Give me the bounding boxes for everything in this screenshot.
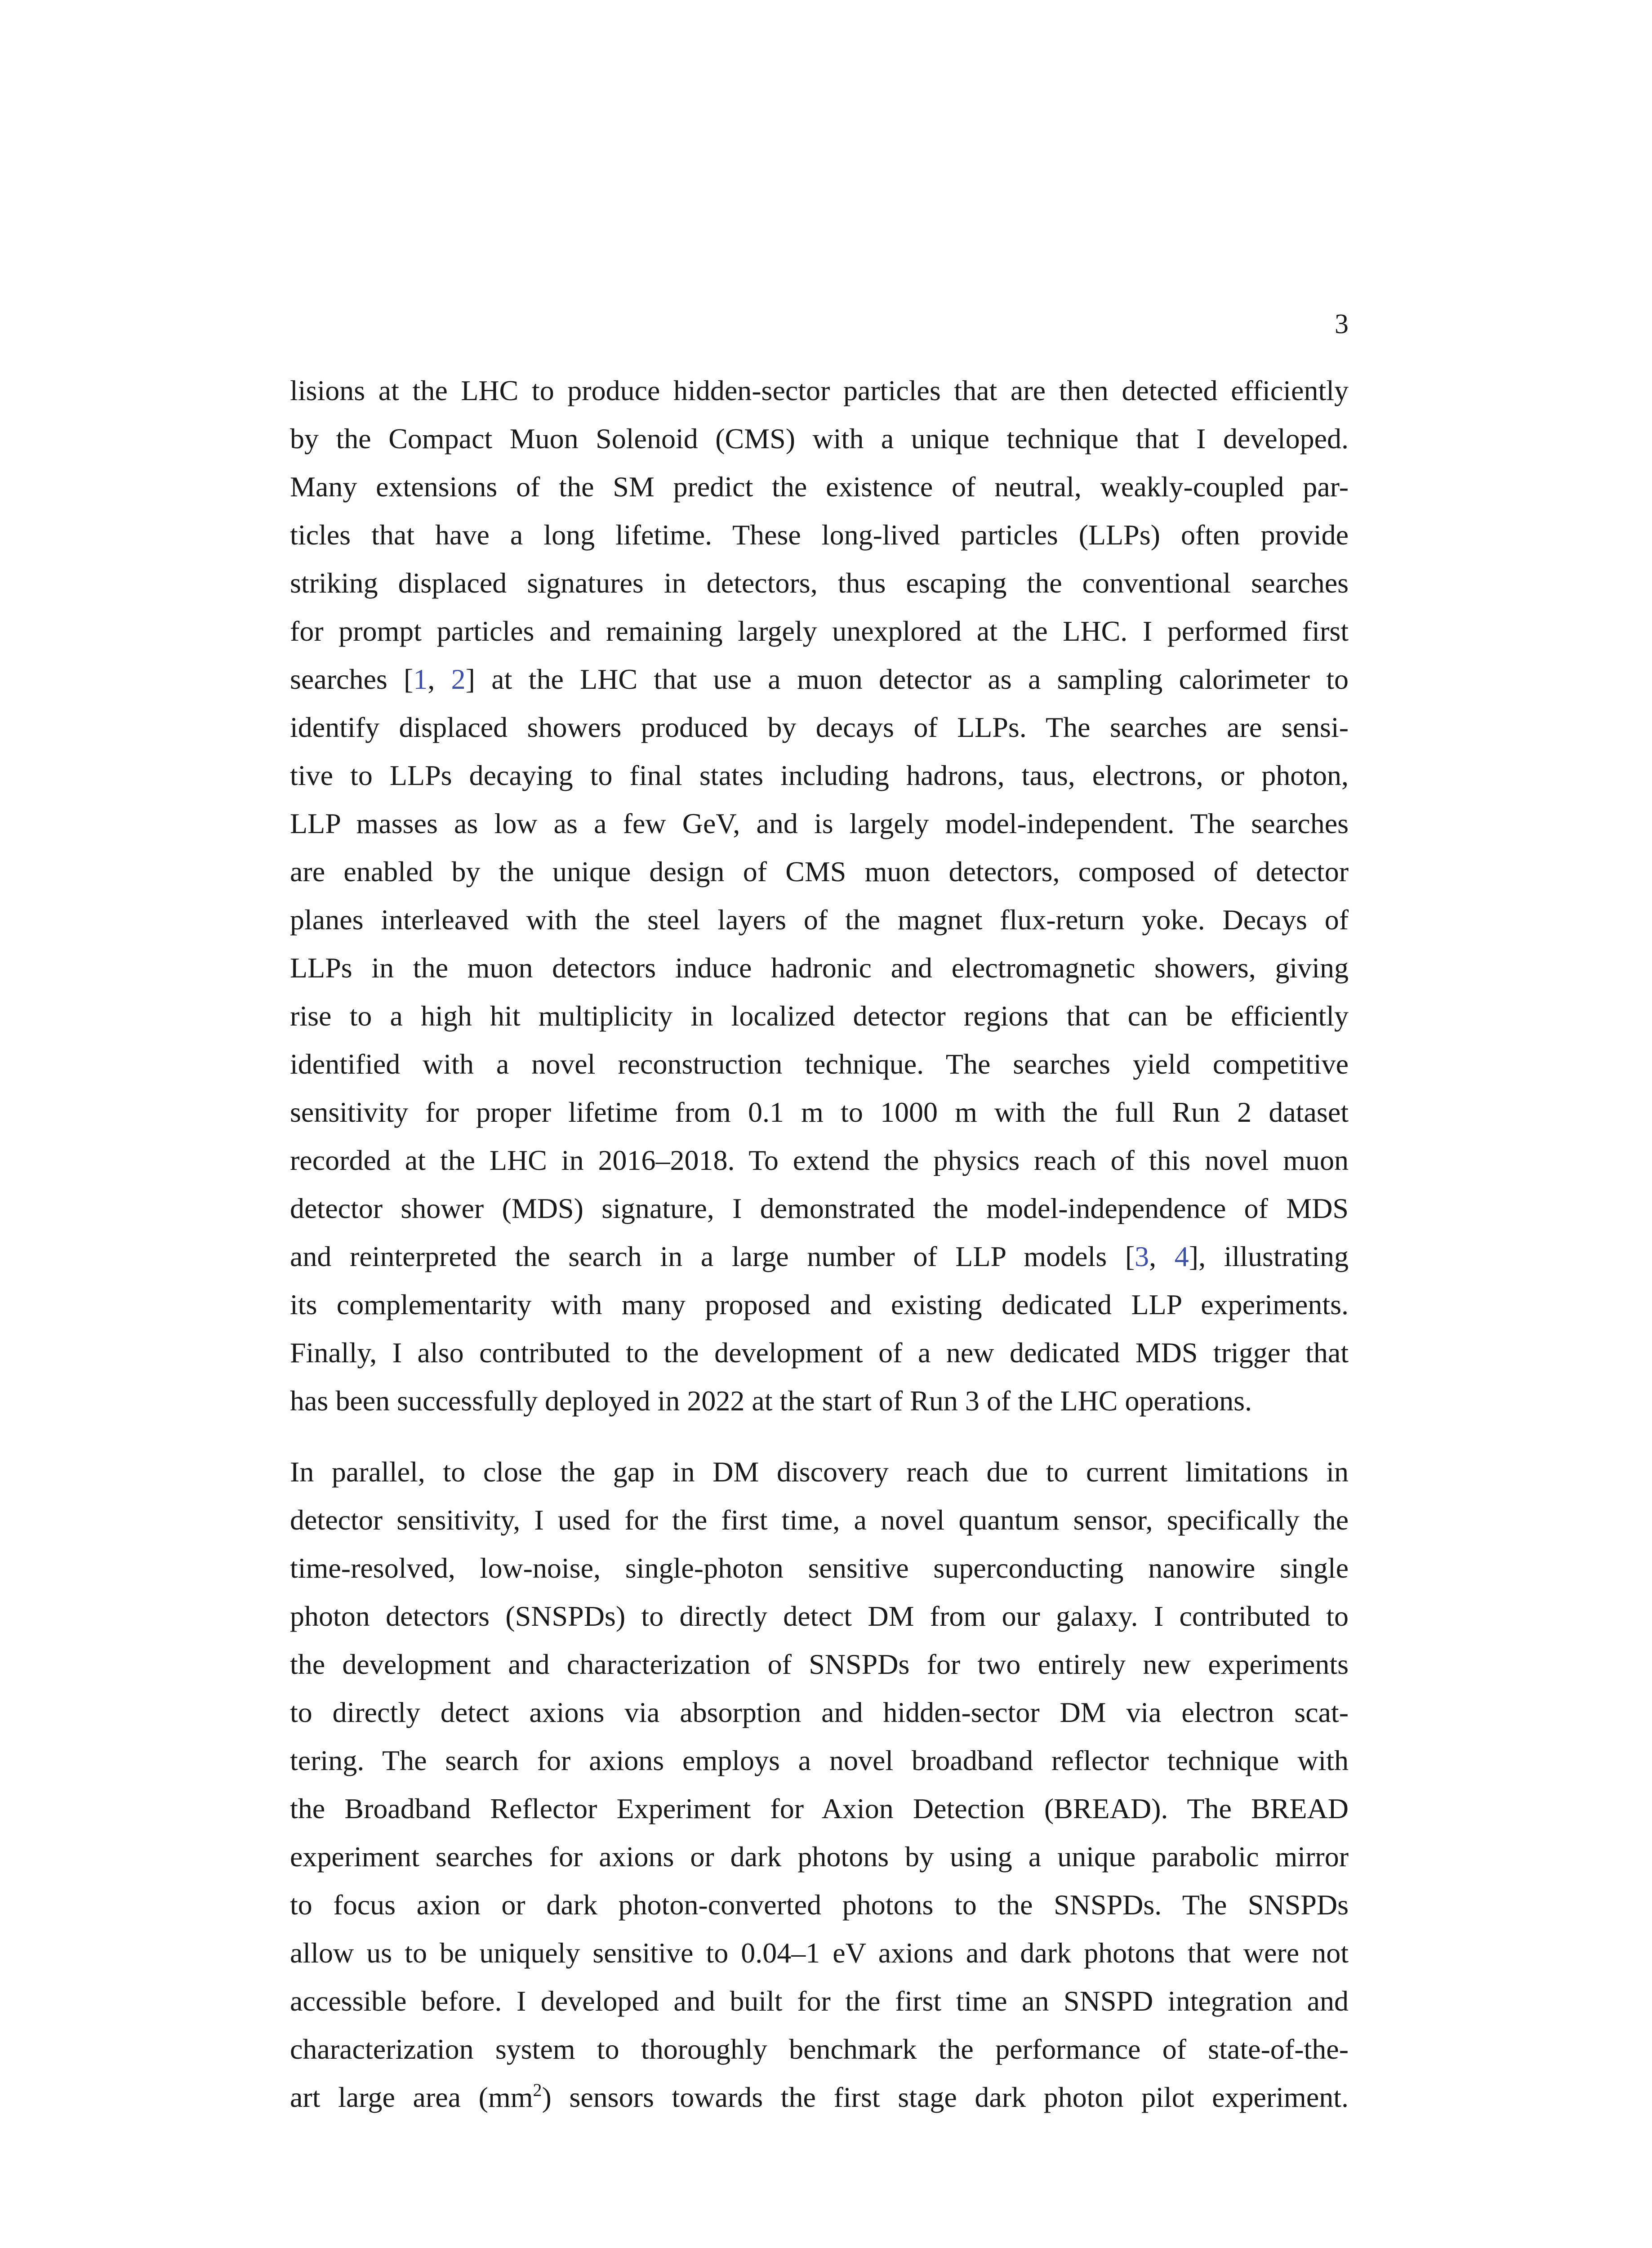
- text-line: its complementarity with many proposed and existing dedicated LLP experiments.: [290, 1289, 1349, 1320]
- text-line: allow us to be uniquely sensitive to 0.04–1 eV axions and dark photons that were not: [290, 1937, 1349, 1969]
- text-line: experiment searches for axions or dark photons by using a unique parabolic mirror: [290, 1841, 1349, 1873]
- text-line: LLPs in the muon detectors induce hadronic and electromagnetic showers, giving: [290, 952, 1349, 984]
- text-line-with-superscript: [290, 2073, 1349, 2121]
- text-line: to directly detect axions via absorption and hidden-sector DM via electron scat-: [290, 1696, 1349, 1728]
- text-line: to focus axion or dark photon-converted photons to the SNSPDs. The SNSPDs: [290, 1889, 1349, 1921]
- text-line: the Broadband Reflector Experiment for Axion Detection (BREAD). The BREAD: [290, 1793, 1349, 1824]
- text-line: detector shower (MDS) signature, I demonstrated the model-independence of MDS: [290, 1192, 1349, 1224]
- text-line-with-citations: [290, 1232, 1349, 1280]
- superscript: 2: [533, 2080, 542, 2100]
- text-segment: ) sensors towards the first stage dark photon pilot experiment.: [542, 2081, 1349, 2113]
- text-segment: and reinterpreted the search in a large number of LLP models [: [290, 1240, 1135, 1272]
- text-segment: ] at the LHC that use a muon detector as a sampling calorimeter to: [465, 663, 1349, 695]
- text-line: the development and characterization of SNSPDs for two entirely new experiments: [290, 1648, 1349, 1680]
- text-line: time-resolved, low-noise, single-photon sensitive superconducting nanowire single: [290, 1552, 1349, 1584]
- citation-link[interactable]: 2: [451, 663, 466, 695]
- citation-link[interactable]: 3: [1135, 1240, 1149, 1272]
- text-line: ticles that have a long lifetime. These long-lived particles (LLPs) often provide: [290, 519, 1349, 551]
- text-segment: searches [: [290, 663, 414, 695]
- text-line: detector sensitivity, I used for the first time, a novel quantum sensor, specifically the: [290, 1504, 1349, 1536]
- text-segment: ,: [1149, 1240, 1175, 1272]
- text-line: by the Compact Muon Solenoid (CMS) with a unique technique that I developed.: [290, 423, 1349, 455]
- text-segment: ,: [427, 663, 451, 695]
- text-segment: ], illustrating: [1189, 1240, 1349, 1272]
- text-line: lisions at the LHC to produce hidden-sector particles that are then detected efficiently: [290, 375, 1349, 406]
- text-line: striking displaced signatures in detectors, thus escaping the conventional searches: [290, 567, 1349, 599]
- text-line: are enabled by the unique design of CMS muon detectors, composed of detector: [290, 856, 1349, 888]
- text-line: for prompt particles and remaining largely unexplored at the LHC. I performed first: [290, 615, 1349, 647]
- text-line: sensitivity for proper lifetime from 0.1 m to 1000 m with the full Run 2 dataset: [290, 1096, 1349, 1128]
- text-line: planes interleaved with the steel layers of the magnet flux-return yoke. Decays of: [290, 904, 1349, 936]
- citation-link[interactable]: 4: [1174, 1240, 1189, 1272]
- page-number: 3: [1335, 309, 1349, 339]
- citation-link[interactable]: 1: [413, 663, 428, 695]
- paragraph-1: [290, 366, 1349, 1425]
- text-line: tering. The search for axions employs a novel broadband reflector technique with: [290, 1744, 1349, 1776]
- text-line-with-citations: [290, 655, 1349, 703]
- text-line: Many extensions of the SM predict the existence of neutral, weakly-coupled par-: [290, 471, 1349, 503]
- text-line: LLP masses as low as a few GeV, and is largely model-independent. The searches: [290, 807, 1349, 839]
- text-line: has been successfully deployed in 2022 at the start of Run 3 of the LHC operations.: [290, 1385, 1252, 1417]
- text-line: identified with a novel reconstruction technique. The searches yield competitive: [290, 1048, 1349, 1080]
- text-line: accessible before. I developed and built for the first time an SNSPD integration and: [290, 1985, 1349, 2017]
- text-line: identify displaced showers produced by decays of LLPs. The searches are sensi-: [290, 711, 1349, 743]
- paragraph-2: [290, 1448, 1349, 2121]
- text-line: tive to LLPs decaying to final states including hadrons, taus, electrons, or photon,: [290, 759, 1349, 791]
- text-line: photon detectors (SNSPDs) to directly detect DM from our galaxy. I contributed to: [290, 1600, 1349, 1632]
- text-segment: art large area (mm: [290, 2081, 533, 2113]
- text-line: recorded at the LHC in 2016–2018. To extend the physics reach of this novel muon: [290, 1144, 1349, 1176]
- text-line: rise to a high hit multiplicity in localized detector regions that can be efficiently: [290, 1000, 1349, 1032]
- text-line: Finally, I also contributed to the development of a new dedicated MDS trigger that: [290, 1337, 1349, 1369]
- text-line: In parallel, to close the gap in DM discovery reach due to current limitations in: [290, 1456, 1349, 1488]
- text-line: characterization system to thoroughly benchmark the performance of state-of-the-: [290, 2033, 1349, 2065]
